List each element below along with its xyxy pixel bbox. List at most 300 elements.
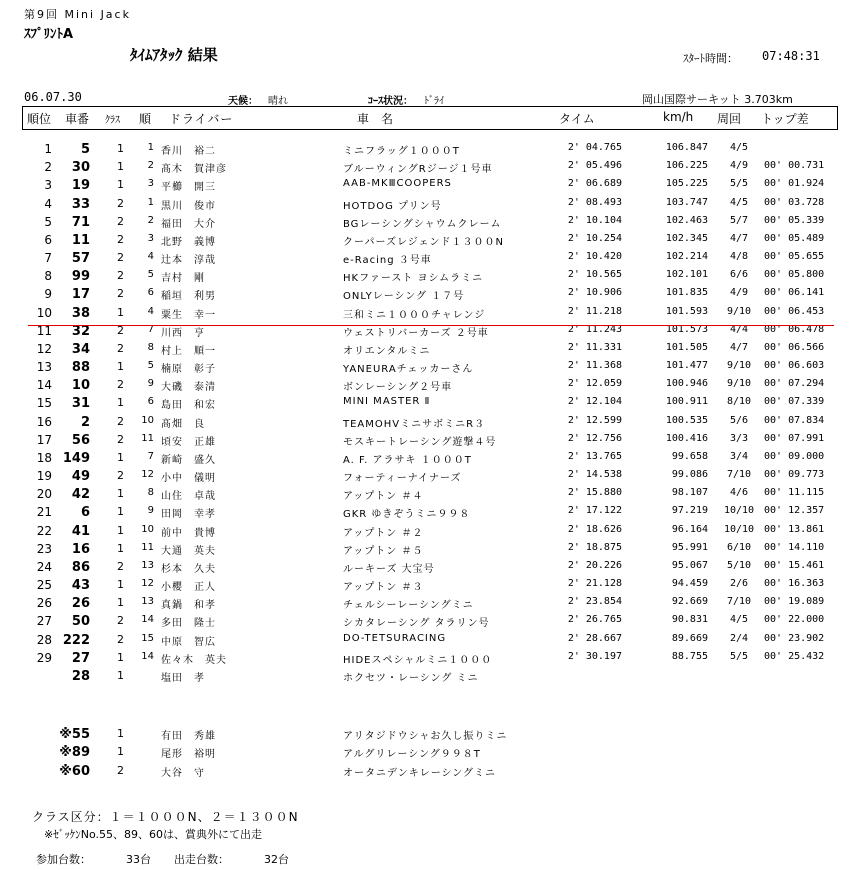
- driver-name: 有田 秀雄: [161, 731, 216, 742]
- lap-time: 2' 10.565: [567, 269, 622, 281]
- weather-label: 天候：: [228, 96, 258, 107]
- driver-name: 大通 英夫: [161, 545, 216, 557]
- class-position: 13: [141, 596, 154, 608]
- position: 19: [36, 469, 52, 484]
- lap-count: 9/10: [726, 305, 752, 317]
- driver-name: 頃安 正雄: [161, 436, 216, 448]
- table-row: [0, 578, 850, 595]
- class-position: 8: [147, 341, 154, 353]
- excluded-note: ※ｾﾞｯｹﾝNo.55、89、60は、賞典外にて出走: [44, 828, 262, 841]
- class-position: 2: [147, 214, 154, 226]
- driver-name: 中原 智広: [161, 636, 216, 648]
- gap-to-top: 00' 07.339: [764, 396, 825, 408]
- course-value: ﾄﾞﾗｲ: [424, 96, 444, 107]
- lap-time: 2' 05.496: [567, 160, 622, 172]
- car-name: アップトン ＃２: [343, 527, 424, 539]
- speed: 100.946: [665, 378, 708, 390]
- driver-name: 多田 隆士: [161, 618, 216, 630]
- class: 2: [117, 764, 124, 777]
- car-number: 42: [71, 487, 90, 503]
- position: 22: [36, 523, 52, 538]
- class-position: 7: [147, 450, 154, 462]
- table-row: [0, 142, 850, 159]
- gap-to-top: 00' 05.339: [764, 214, 825, 226]
- driver-name: 尾形 裕明: [161, 749, 216, 760]
- car-name: A. F. アラサキ １０００T: [343, 454, 472, 466]
- lap-time: 2' 10.254: [567, 232, 622, 244]
- gap-to-top: 00' 06.453: [764, 305, 825, 317]
- lap-time: 2' 11.243: [567, 323, 622, 335]
- car-number: 38: [71, 305, 90, 321]
- table-row: [0, 160, 850, 177]
- car-name: ウェストリバーカーズ ２号車: [343, 327, 489, 339]
- class: 1: [117, 305, 124, 319]
- table-row: [0, 378, 850, 395]
- lap-time: 2' 13.765: [567, 450, 622, 462]
- driver-name: 新崎 盛久: [161, 454, 216, 466]
- lap-time: 2' 17.122: [567, 505, 622, 517]
- table-row: [0, 614, 850, 631]
- car-name: ミニフラッグ１０００T: [343, 146, 460, 157]
- excluded-row: [0, 764, 850, 781]
- car-name: ONLYレーシング １７号: [343, 291, 465, 303]
- excluded-row: [0, 745, 850, 762]
- class-position: 5: [147, 360, 154, 372]
- driver-name: 杉本 久夫: [161, 563, 216, 575]
- table-row: [0, 651, 850, 668]
- class-position: 7: [147, 323, 154, 335]
- lap-time: 2' 28.667: [567, 632, 622, 644]
- driver-name: 楠原 彰子: [161, 364, 216, 376]
- position: 16: [36, 414, 52, 429]
- class-position: 1: [147, 142, 154, 153]
- class: 2: [117, 214, 124, 228]
- position: 13: [36, 360, 52, 375]
- lap-time: 2' 12.104: [567, 396, 622, 408]
- lap-count: 4/5: [729, 614, 749, 626]
- class-note: クラス区分：１＝１０００N、２＝１３００N: [32, 810, 299, 824]
- car-number: ※89: [59, 745, 90, 760]
- gap-to-top: 00' 11.115: [764, 487, 825, 499]
- col-pos: 順位: [27, 112, 52, 126]
- table-row: [0, 596, 850, 613]
- position: 17: [36, 432, 52, 447]
- car-number: 19: [71, 178, 90, 194]
- lap-count: 5/6: [729, 414, 749, 426]
- lap-count: 4/9: [729, 287, 749, 299]
- car-name: フォーティーナイナーズ: [343, 473, 462, 485]
- class-name: ｽﾌﾟﾘﾝﾄA: [24, 27, 74, 42]
- car-name: アップトン ＃５: [343, 545, 424, 557]
- race-date: 06.07.30: [24, 90, 82, 104]
- gap-to-top: 00' 07.294: [764, 378, 825, 390]
- driver-name: 塩田 孝: [161, 672, 205, 684]
- driver-name: 大磯 泰清: [161, 382, 216, 394]
- position: 5: [44, 214, 52, 229]
- lap-count: 4/7: [729, 232, 749, 244]
- entries-count: 33台: [126, 853, 151, 866]
- speed: 89.669: [671, 632, 708, 644]
- class-position: 3: [147, 178, 154, 190]
- gap-to-top: 00' 14.110: [764, 541, 825, 553]
- class-position: 13: [141, 559, 154, 571]
- car-number: 56: [71, 432, 90, 448]
- car-name: HIDEスペシャルミニ１０００: [343, 654, 493, 666]
- class: 1: [117, 160, 124, 174]
- car-name: クーパーズレジェンド１３００N: [343, 236, 505, 248]
- class-position: 14: [141, 614, 154, 626]
- car-number: 5: [80, 142, 90, 157]
- car-name: シカタレーシング タラリン号: [343, 618, 490, 630]
- lap-count: 7/10: [726, 596, 752, 608]
- position: 1: [44, 142, 52, 156]
- lap-count: 9/10: [726, 378, 752, 390]
- car-number: ※55: [59, 727, 90, 742]
- col-class-pos: 順: [139, 112, 152, 126]
- car-number: 222: [62, 632, 90, 648]
- class-position: 11: [141, 432, 154, 444]
- car-name: e-Racing ３号車: [343, 255, 432, 267]
- class: 2: [117, 251, 124, 265]
- driver-name: 髙畑 良: [161, 418, 205, 430]
- start-time: 07:48:31: [762, 49, 820, 63]
- car-number: 149: [62, 450, 90, 466]
- table-row: [0, 396, 850, 413]
- lap-time: 2' 18.875: [567, 541, 622, 553]
- speed: 102.345: [665, 232, 708, 244]
- position: 14: [36, 378, 52, 393]
- speed: 106.225: [665, 160, 708, 172]
- position: 28: [36, 632, 52, 647]
- position: 21: [36, 505, 52, 520]
- class: 1: [117, 487, 124, 501]
- class-position: 9: [147, 505, 154, 517]
- gap-to-top: 00' 05.655: [764, 251, 825, 263]
- speed: 101.505: [665, 341, 708, 353]
- lap-time: 2' 26.765: [567, 614, 622, 626]
- car-name: HOTDOG プリン号: [343, 200, 442, 212]
- position: 26: [36, 596, 52, 611]
- lap-count: 4/6: [729, 487, 749, 499]
- class-position: 12: [141, 578, 154, 590]
- column-header-box: [22, 106, 838, 130]
- position: 23: [36, 541, 52, 556]
- col-num: 車番: [65, 112, 90, 126]
- car-name: ホクセツ・レーシング ミニ: [343, 672, 479, 684]
- lap-time: 2' 20.226: [567, 559, 622, 571]
- car-number: 71: [71, 214, 90, 230]
- driver-name: 小中 儀明: [161, 473, 216, 485]
- table-row: [0, 415, 850, 432]
- lap-count: 2/6: [729, 578, 749, 590]
- driver-name: 小櫻 正人: [161, 582, 216, 594]
- table-row: [0, 669, 850, 686]
- lap-time: 2' 04.765: [567, 142, 622, 153]
- starters-count: 32台: [264, 853, 289, 866]
- gap-to-top: 00' 06.141: [764, 287, 825, 299]
- class: 2: [117, 269, 124, 283]
- lap-count: 5/5: [729, 178, 749, 190]
- col-kmh: km/h: [663, 110, 694, 124]
- class: 2: [117, 196, 124, 210]
- speed: 88.755: [671, 650, 708, 662]
- speed: 97.219: [671, 505, 708, 517]
- car-number: 49: [71, 469, 90, 485]
- car-number: 2: [80, 414, 90, 430]
- start-time-label: ｽﾀｰﾄ時間：: [683, 52, 738, 65]
- gap-to-top: 00' 15.461: [764, 559, 825, 571]
- excluded-row: [0, 727, 850, 744]
- class-position: 14: [141, 650, 154, 662]
- car-name: ルーキーズ 大宝号: [343, 563, 435, 575]
- table-row: [0, 251, 850, 268]
- table-row: [0, 215, 850, 232]
- lap-count: 4/5: [729, 196, 749, 208]
- position: 12: [36, 341, 52, 356]
- car-name: BGレーシングシャウムクレーム: [343, 218, 502, 230]
- driver-name: 北野 義博: [161, 236, 216, 248]
- col-car: 車 名: [357, 112, 394, 126]
- lap-count: 4/9: [729, 160, 749, 172]
- lap-count: 5/7: [729, 214, 749, 226]
- speed: 101.835: [665, 287, 708, 299]
- gap-to-top: 00' 06.478: [764, 323, 825, 335]
- car-number: 32: [71, 323, 90, 339]
- car-name: DO-TETSURACING: [343, 632, 447, 644]
- car-name: オリエンタルミニ: [343, 345, 431, 357]
- class: 2: [117, 469, 124, 483]
- highlight-line: [28, 325, 834, 326]
- car-number: 11: [71, 232, 90, 248]
- car-name: アリタジドウシャお久し振りミニ: [343, 731, 508, 742]
- lap-count: 5/5: [729, 650, 749, 662]
- driver-name: 大谷 守: [161, 768, 205, 779]
- car-number: 99: [71, 269, 90, 285]
- gap-to-top: 00' 07.834: [764, 414, 825, 426]
- class: 2: [117, 414, 124, 428]
- lap-count: 4/8: [729, 251, 749, 263]
- class: 1: [117, 450, 124, 464]
- class: 1: [117, 596, 124, 610]
- driver-name: 島田 和宏: [161, 400, 216, 412]
- lap-count: 4/5: [729, 142, 749, 153]
- speed: 99.086: [671, 469, 708, 481]
- driver-name: 前中 貴博: [161, 527, 216, 539]
- col-class: ｸﾗｽ: [105, 115, 120, 126]
- speed: 101.477: [665, 360, 708, 372]
- speed: 95.067: [671, 559, 708, 571]
- class: 2: [117, 378, 124, 392]
- speed: 90.831: [671, 614, 708, 626]
- car-number: 6: [80, 505, 90, 521]
- driver-name: 吉村 剛: [161, 273, 205, 285]
- lap-time: 2' 12.756: [567, 432, 622, 444]
- table-row: [0, 633, 850, 650]
- car-name: アップトン ＃４: [343, 491, 424, 503]
- class-position: 2: [147, 160, 154, 172]
- lap-time: 2' 21.128: [567, 578, 622, 590]
- car-name: アルグリレーシング９９８T: [343, 749, 481, 760]
- car-number: 86: [71, 559, 90, 575]
- driver-name: 平櫛 開三: [161, 182, 216, 194]
- course-label: ｺｰｽ状況：: [368, 96, 413, 107]
- table-row: [0, 433, 850, 450]
- position: 4: [44, 196, 52, 211]
- table-row: [0, 360, 850, 377]
- table-row: [0, 324, 850, 341]
- gap-to-top: 00' 06.603: [764, 360, 825, 372]
- class: 1: [117, 578, 124, 592]
- class-position: 1: [147, 196, 154, 208]
- table-row: [0, 178, 850, 195]
- gap-to-top: 00' 03.728: [764, 196, 825, 208]
- class-position: 8: [147, 487, 154, 499]
- speed: 100.416: [665, 432, 708, 444]
- lap-time: 2' 10.104: [567, 214, 622, 226]
- position: 3: [44, 178, 52, 193]
- class-position: 3: [147, 232, 154, 244]
- car-number: 26: [71, 596, 90, 612]
- table-row: [0, 306, 850, 323]
- class: 1: [117, 541, 124, 555]
- lap-count: 5/10: [726, 559, 752, 571]
- position: 6: [44, 232, 52, 247]
- table-row: [0, 469, 850, 486]
- class: 1: [117, 142, 124, 155]
- class: 1: [117, 360, 124, 374]
- col-time: タイム: [559, 112, 595, 126]
- driver-name: 髙木 賀津彦: [161, 164, 227, 176]
- lap-time: 2' 15.880: [567, 487, 622, 499]
- table-row: [0, 233, 850, 250]
- class-position: 6: [147, 396, 154, 408]
- car-number: 31: [71, 396, 90, 412]
- driver-name: 田岡 幸孝: [161, 509, 216, 521]
- lap-count: 4/4: [729, 323, 749, 335]
- car-name: MINI MASTER Ⅱ: [343, 396, 431, 408]
- table-row: [0, 505, 850, 522]
- car-number: 57: [71, 251, 90, 267]
- position: 29: [36, 650, 52, 665]
- class: 1: [117, 178, 124, 192]
- car-number: 27: [71, 650, 90, 666]
- table-row: [0, 560, 850, 577]
- driver-name: 村上 順一: [161, 345, 216, 357]
- position: 10: [36, 305, 52, 320]
- car-name: ブルーウィングRジージ１号車: [343, 164, 493, 176]
- class: 1: [117, 727, 124, 740]
- car-number: 43: [71, 578, 90, 594]
- lap-count: 3/4: [729, 450, 749, 462]
- position: 27: [36, 614, 52, 629]
- car-name: GKR ゆきぞうミニ９９８: [343, 509, 471, 521]
- speed: 95.991: [671, 541, 708, 553]
- class-position: 10: [141, 414, 154, 426]
- car-number: 28: [71, 668, 90, 684]
- class-position: 9: [147, 378, 154, 390]
- lap-time: 2' 06.689: [567, 178, 622, 190]
- gap-to-top: 00' 09.773: [764, 469, 825, 481]
- class: 2: [117, 432, 124, 446]
- col-gap: トップ差: [761, 112, 809, 126]
- class-position: 12: [141, 469, 154, 481]
- position: 25: [36, 578, 52, 593]
- lap-time: 2' 08.493: [567, 196, 622, 208]
- lap-count: 8/10: [726, 396, 752, 408]
- class-position: 4: [147, 305, 154, 317]
- speed: 98.107: [671, 487, 708, 499]
- car-number: ※60: [59, 764, 90, 779]
- driver-name: 山住 卓哉: [161, 491, 216, 503]
- speed: 103.747: [665, 196, 708, 208]
- driver-name: 粟生 幸一: [161, 309, 216, 321]
- lap-time: 2' 12.599: [567, 414, 622, 426]
- car-number: 10: [71, 378, 90, 394]
- class-position: 10: [141, 523, 154, 535]
- gap-to-top: 00' 01.924: [764, 178, 825, 190]
- lap-time: 2' 12.059: [567, 378, 622, 390]
- table-row: [0, 342, 850, 359]
- position: 9: [44, 287, 52, 302]
- driver-name: 真鍋 和孝: [161, 600, 216, 612]
- class-position: 4: [147, 251, 154, 263]
- class: 2: [117, 632, 124, 646]
- car-number: 30: [71, 160, 90, 176]
- gap-to-top: 00' 12.357: [764, 505, 825, 517]
- lap-count: 6/10: [726, 541, 752, 553]
- car-name: TEAMOHVミニサボミニR３: [343, 418, 486, 430]
- class: 1: [117, 668, 124, 682]
- class: 2: [117, 341, 124, 355]
- car-number: 34: [71, 341, 90, 357]
- class-position: 15: [141, 632, 154, 644]
- class: 2: [117, 323, 124, 337]
- position: 8: [44, 269, 52, 284]
- gap-to-top: 00' 06.566: [764, 341, 825, 353]
- car-number: 88: [71, 360, 90, 376]
- table-row: [0, 487, 850, 504]
- gap-to-top: 00' 05.489: [764, 232, 825, 244]
- lap-count: 4/7: [729, 341, 749, 353]
- lap-count: 6/6: [729, 269, 749, 281]
- car-number: 41: [71, 523, 90, 539]
- gap-to-top: 00' 00.731: [764, 160, 825, 172]
- lap-count: 7/10: [726, 469, 752, 481]
- lap-time: 2' 11.331: [567, 341, 622, 353]
- lap-time: 2' 10.906: [567, 287, 622, 299]
- speed: 100.535: [665, 414, 708, 426]
- position: 2: [44, 160, 52, 175]
- class: 1: [117, 505, 124, 519]
- car-name: AAB-MKⅢCOOPERS: [343, 178, 452, 190]
- result-title: ﾀｲﾑｱﾀｯｸ 結果: [130, 46, 218, 64]
- event-name: 第9回 Mini Jack: [24, 8, 131, 21]
- car-name: モスキートレーシング遊撃４号: [343, 436, 497, 448]
- class-position: 6: [147, 287, 154, 299]
- lap-time: 2' 30.197: [567, 650, 622, 662]
- driver-name: 稲垣 利男: [161, 291, 216, 303]
- weather-value: 晴れ: [268, 96, 288, 107]
- driver-name: 川西 亨: [161, 327, 205, 339]
- driver-name: 辻本 淳哉: [161, 255, 216, 267]
- position: 24: [36, 559, 52, 574]
- car-name: アップトン ＃３: [343, 582, 424, 594]
- class: 2: [117, 232, 124, 246]
- car-name: ボンレーシング２号車: [343, 382, 453, 394]
- gap-to-top: 00' 07.991: [764, 432, 825, 444]
- gap-to-top: 00' 13.861: [764, 523, 825, 535]
- gap-to-top: 00' 05.800: [764, 269, 825, 281]
